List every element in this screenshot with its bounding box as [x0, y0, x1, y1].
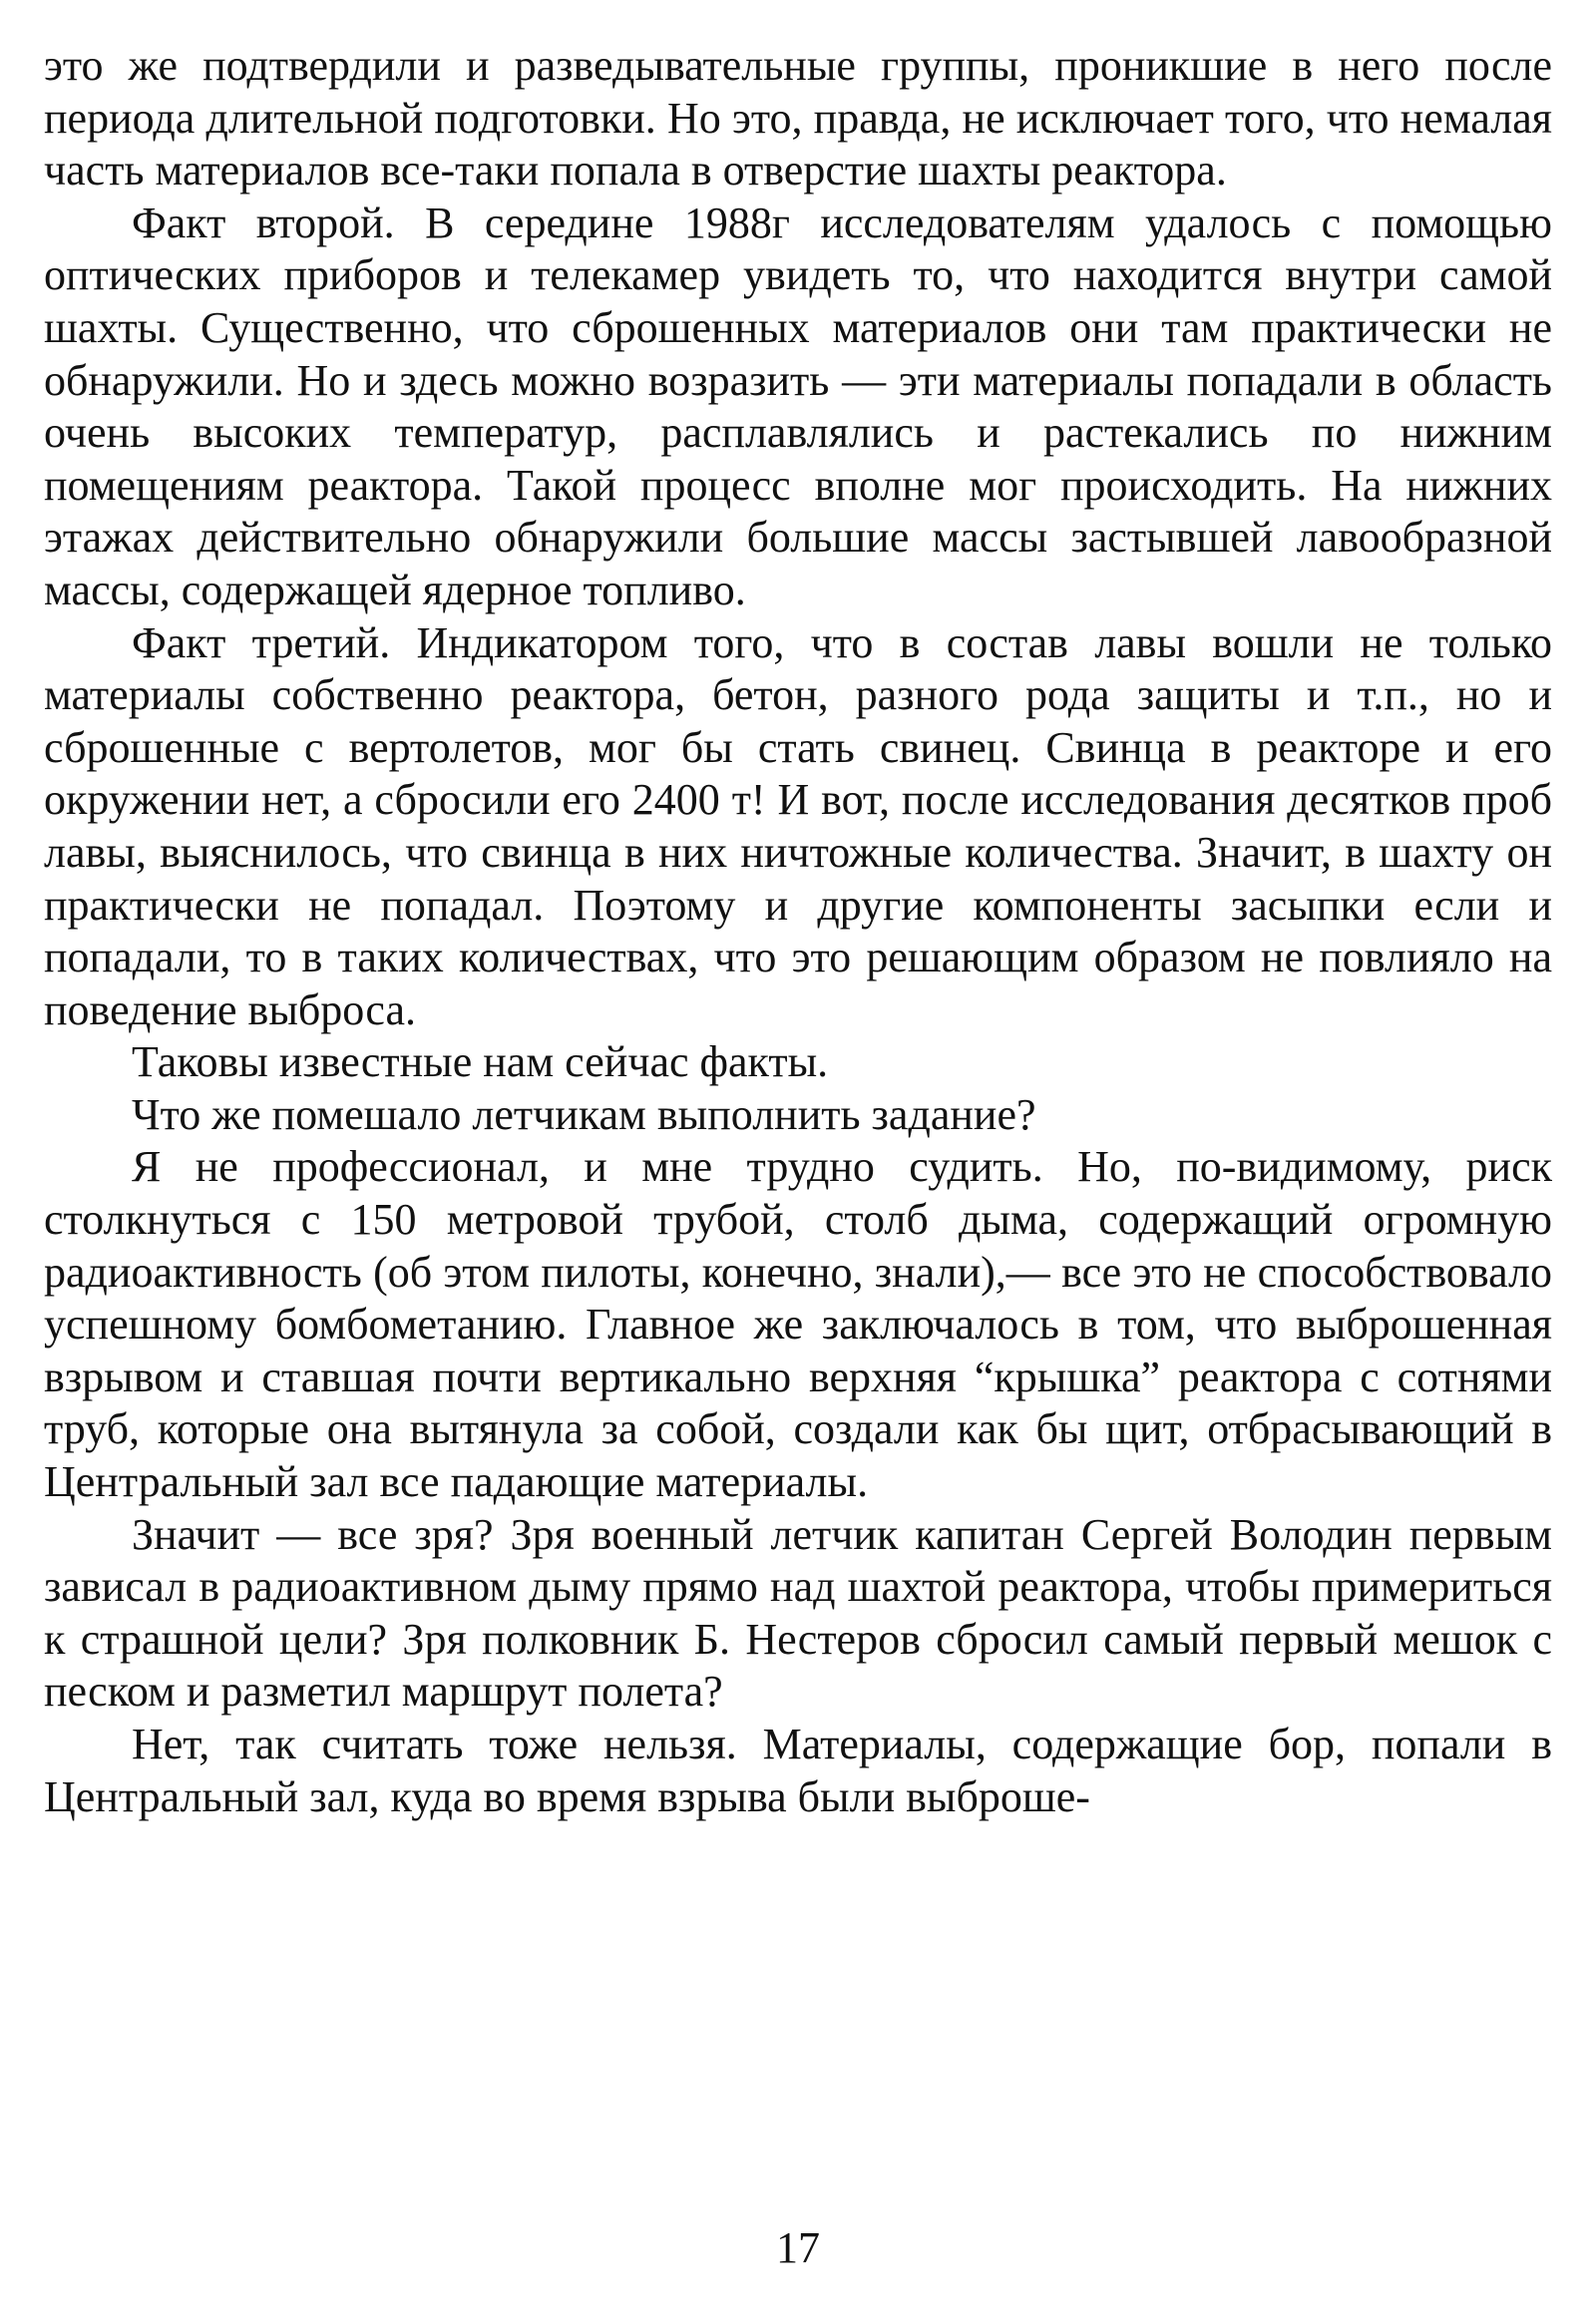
paragraph-not-professional: Я не профессионал, и мне трудно судить. Но, по-видимому, риск столкнуться с 150 метровой трубой, столб дыма, содержащий огромную радиоактивность (об этом пилоты, конечно, знали),— все это не способствовало успешному бомбометанию. Главное же заключалось в том, что выброшенная взрывом и ставшая почти вертикально верхняя “крышка” реактора с сотнями труб, которые она вытянула за собой, создали как бы щит, отбрасывающий в Центральный зал все падающие материалы. — [44, 1142, 1552, 1507]
document-page — [44, 40, 1552, 2284]
paragraph-fact-two: Факт второй. В середине 1988г исследователям удалось с помощью оптических приборов и телекамер увидеть то, что находится внутри самой шахты. Существенно, что сброшенных материалов они там практически не обнаружили. Но и здесь можно возразить — эти материалы попадали в область очень высоких температур, расплавлялись и растекались по нижним помещениям реактора. Такой процесс вполне мог происходить. На нижних этажах действительно обнаружили большие массы застывшей лавообразной массы, содержащей ядерное топливо. — [44, 197, 1552, 614]
paragraph-known-facts: Таковы известные нам сейчас факты. — [132, 1037, 829, 1087]
paragraph-question: Что же помешало летчикам выполнить задание? — [132, 1089, 1036, 1139]
paragraph-continuation: это же подтвердили и разведывательные группы, проникшие в него после периода длительной подготовки. Но это, правда, не исключает того, что немалая часть материалов все-таки попала в отверстие шахты реактора. — [44, 41, 1552, 195]
paragraph-fact-three: Факт третий. Индикатором того, что в состав лавы вошли не только материалы собственно реактора, бетон, разного рода защиты и т.п., но и сброшенные с вертолетов, мог бы стать свинец. Свинца в реакторе и его окружении нет, а сбросили его 2400 т! И вот, после исследования десятков проб лавы, выяснилось, что свинца в них ничтожные количества. Значит, в шахту он практически не попадал. Поэтому и другие компоненты засыпки если и попадали, то в таких количествах, что это решающим образом не повлияло на поведение выброса. — [44, 617, 1552, 1034]
page-number: 17 — [776, 2223, 820, 2272]
paragraph-no-cannot: Нет, так считать тоже нельзя. Материалы, содержащие бор, попали в Центральный зал, куда во время взрыва были выброше- — [44, 1720, 1552, 1821]
paragraph-all-in-vain: Значит — все зря? Зря военный летчик капитан Сергей Володин первым зависал в радиоактивном дыму прямо над шахтой реактора, чтобы примериться к страшной цели? Зря полковник Б. Нестеров сбросил самый первый мешок с песком и разметил маршрут полета? — [44, 1509, 1552, 1717]
